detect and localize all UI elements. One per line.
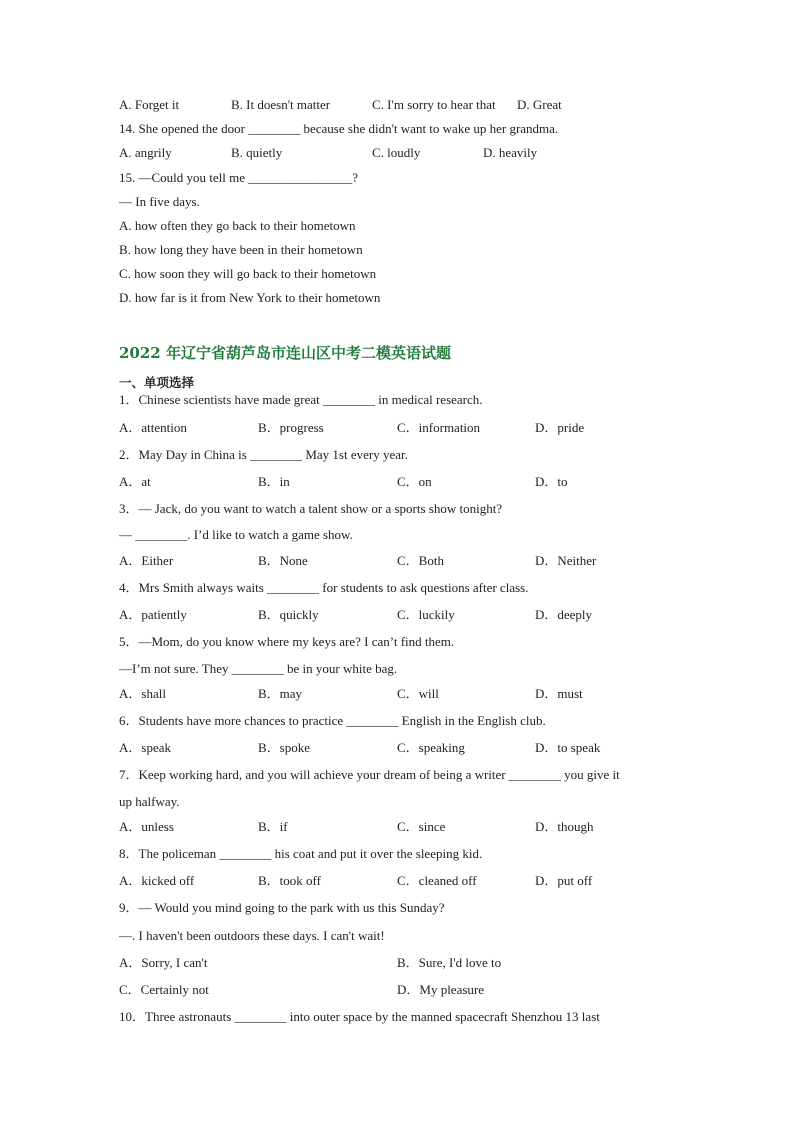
option-a[interactable]: A．attention [119, 420, 187, 435]
exam-title: 2022 年辽宁省葫芦岛市连山区中考二模英语试题 [119, 344, 451, 362]
option-b[interactable]: B．progress [258, 420, 324, 435]
option-a[interactable]: A. angrily [119, 145, 172, 160]
question-8-stem: 8．The policeman ________ his coat and put it over the sleeping kid. [119, 846, 483, 861]
question-6-stem: 6．Students have more chances to practice ________ English in the English club. [119, 713, 546, 728]
option-a[interactable]: A．unless [119, 819, 174, 834]
question-2-stem: 2．May Day in China is ________ May 1st every year. [119, 447, 408, 462]
option-c[interactable]: C．will [397, 686, 439, 701]
option-c[interactable]: C．since [397, 819, 446, 834]
option-c[interactable]: C. I'm sorry to hear that [372, 97, 496, 112]
option-d[interactable]: D. heavily [483, 145, 538, 160]
option-b[interactable]: B．quickly [258, 607, 319, 622]
option-d[interactable]: D．My pleasure [397, 982, 485, 997]
option-c[interactable]: C．Both [397, 553, 444, 568]
question-10-stem: 10．Three astronauts ________ into outer space by the manned spacecraft Shenzhou 13 last [119, 1009, 600, 1024]
option-a[interactable]: A. Forget it [119, 97, 180, 112]
q14-stem: 14. She opened the door ________ because she didn't want to wake up her grandma. [119, 121, 559, 136]
question-5-stem: 5．—Mom, do you know where my keys are? I can’t find them. [119, 634, 455, 649]
option-b[interactable]: B．took off [258, 873, 321, 888]
option-b[interactable]: B. It doesn't matter [231, 97, 331, 112]
q15-option-c[interactable]: C. how soon they will go back to their hometown [119, 266, 377, 281]
question-3-stem-2: — ________. I’d like to watch a game show. [119, 527, 353, 542]
q15-option-d[interactable]: D. how far is it from New York to their hometown [119, 290, 381, 305]
option-b[interactable]: B. quietly [231, 145, 283, 160]
option-b[interactable]: B．may [258, 686, 303, 701]
q15-stem: 15. —Could you tell me ________________? [119, 170, 359, 185]
option-d[interactable]: D．put off [535, 873, 593, 888]
option-b[interactable]: B．if [258, 819, 288, 834]
option-c[interactable]: C．luckily [397, 607, 455, 622]
option-d[interactable]: D．deeply [535, 607, 593, 622]
option-a[interactable]: A．speak [119, 740, 171, 755]
option-c[interactable]: C. loudly [372, 145, 421, 160]
option-d[interactable]: D．pride [535, 420, 585, 435]
question-9-stem-2: —. I haven't been outdoors these days. I can't wait! [119, 928, 385, 943]
option-c[interactable]: C．Certainly not [119, 982, 209, 997]
question-7-stem-2: up halfway. [119, 794, 180, 809]
option-b[interactable]: B．in [258, 474, 290, 489]
question-1-stem: 1．Chinese scientists have made great ________ in medical research. [119, 392, 483, 407]
option-b[interactable]: B．None [258, 553, 308, 568]
question-4-stem: 4．Mrs Smith always waits ________ for students to ask questions after class. [119, 580, 529, 595]
q15-reply: — In five days. [119, 194, 200, 209]
q15-option-a[interactable]: A. how often they go back to their hometown [119, 218, 356, 233]
option-d[interactable]: D．to [535, 474, 568, 489]
option-d[interactable]: D. Great [517, 97, 562, 112]
option-b[interactable]: B．spoke [258, 740, 311, 755]
option-c[interactable]: C．speaking [397, 740, 465, 755]
option-a[interactable]: A．shall [119, 686, 166, 701]
section-title: 一、单项选择 [119, 375, 195, 390]
option-d[interactable]: D．to speak [535, 740, 601, 755]
option-c[interactable]: C．information [397, 420, 481, 435]
question-5-stem-2: —I’m not sure. They ________ be in your white bag. [119, 661, 398, 676]
option-a[interactable]: A．at [119, 474, 151, 489]
option-d[interactable]: D．must [535, 686, 583, 701]
option-a[interactable]: A．kicked off [119, 873, 195, 888]
question-7-stem: 7．Keep working hard, and you will achieve your dream of being a writer ________ you give it [119, 767, 620, 782]
option-b[interactable]: B．Sure, I'd love to [397, 955, 502, 970]
option-a[interactable]: A．Either [119, 553, 174, 568]
option-c[interactable]: C．on [397, 474, 432, 489]
q15-option-b[interactable]: B. how long they have been in their hometown [119, 242, 363, 257]
option-d[interactable]: D．Neither [535, 553, 597, 568]
question-3-stem: 3．— Jack, do you want to watch a talent show or a sports show tonight? [119, 501, 503, 516]
option-d[interactable]: D．though [535, 819, 594, 834]
question-9-stem: 9．— Would you mind going to the park with us this Sunday? [119, 900, 445, 915]
option-c[interactable]: C．cleaned off [397, 873, 477, 888]
option-a[interactable]: A．Sorry, I can't [119, 955, 208, 970]
option-a[interactable]: A．patiently [119, 607, 187, 622]
